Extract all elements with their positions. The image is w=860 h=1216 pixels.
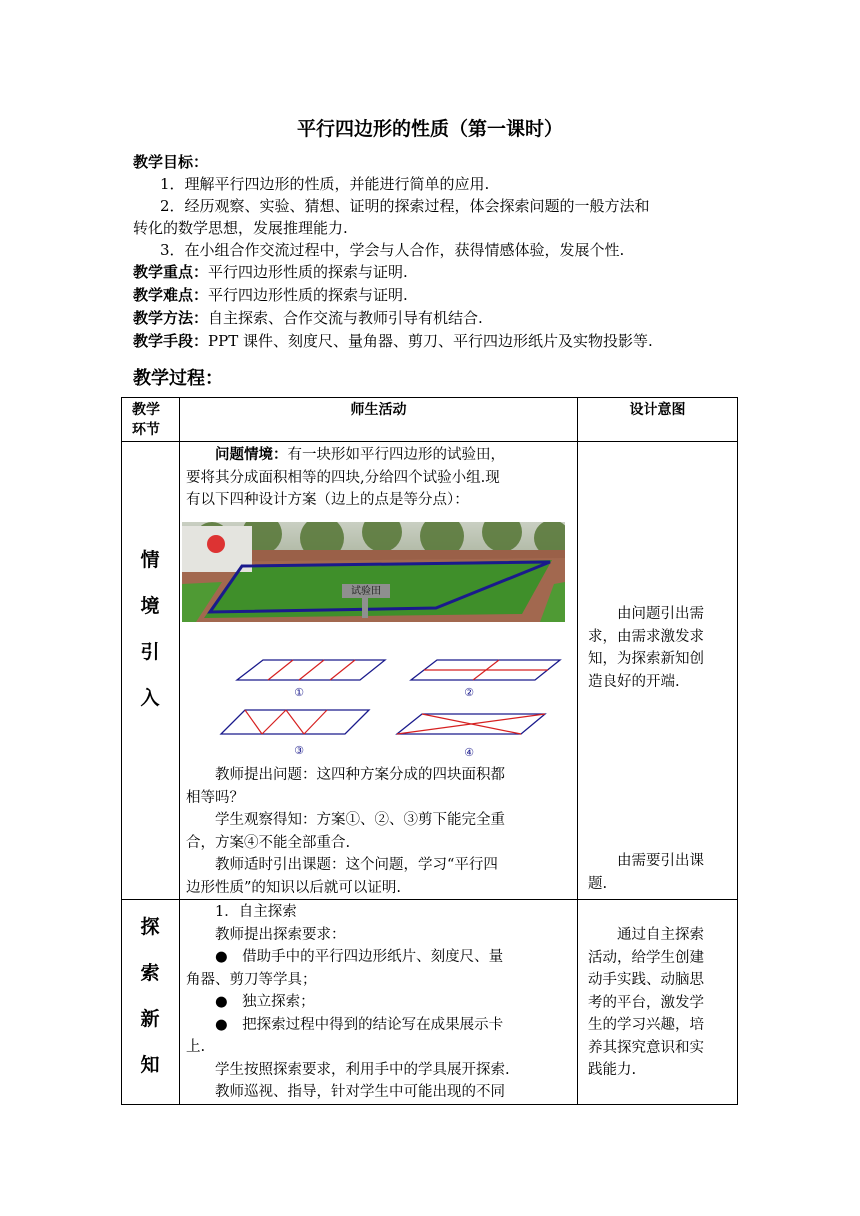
scheme-label: ③ (294, 744, 304, 757)
scheme-1 (237, 660, 385, 699)
table-border (577, 397, 578, 1105)
table-border (179, 397, 180, 1105)
intro-problem: 问题情境：有一块形如平行四边形的试验田， 要将其分成面积相等的四块,分给四个试验小组.现 有以下四种设计方案（边上的点是等分点）： (186, 447, 505, 508)
objective-item: 3．在小组合作交流过程中，学会与人合作，获得情感体验，发展个性. (160, 241, 625, 259)
scheme-2 (411, 660, 560, 699)
scheme-4 (397, 714, 545, 759)
scheme-label: ② (464, 686, 474, 699)
objective-item: 2．经历观察、实验、猜想、证明的探索过程，体会探索问题的一般方法和 (160, 197, 650, 215)
difficulty: 教学难点：平行四边形性质的探索与证明. (133, 286, 408, 304)
header-intent: 设计意图 (629, 402, 686, 418)
header-section: 教学 环节 (132, 402, 160, 438)
objectives-label: 教学目标： (133, 153, 209, 171)
section-explore: 探 索 新 知 (140, 916, 160, 1076)
intro-intent: 由问题引出需 求，由需求激发求 知，为探索新知创 造良好的开端. (588, 606, 704, 690)
teaching-means: 教学手段：PPT 课件、刻度尺、量角器、剪刀、平行四边形纸片及实物投影等. (133, 332, 653, 350)
table-border (121, 441, 738, 442)
key-point: 教学重点：平行四边形性质的探索与证明. (133, 263, 408, 281)
scheme-diagrams (215, 652, 575, 764)
scheme-label: ① (294, 686, 304, 699)
objective-item: 1．理解平行四边形的性质，并能进行简单的应用. (160, 175, 490, 193)
table-border (121, 1104, 738, 1105)
field-sign: 试验田 (351, 586, 381, 597)
section-intro: 情 境 引 入 (140, 549, 160, 709)
field-photo (182, 522, 565, 622)
teaching-method: 教学方法：自主探索、合作交流与教师引导有机结合. (133, 309, 483, 327)
intro-discussion: 教师提出问题：这四种方案分成的四块面积都 相等吗？ 学生观察得知：方案①、②、③剪下能完全重 合，方案④不能全部重合. 教师适时引出课题：这个问题，学习“平行四 边形性质”的知识以后就可以证明. (186, 767, 505, 896)
explore-intent: 通过自主探索 活动，给学生创建 动手实践、动脑思 考的平台，激发学 生的学习兴趣，培 养其探究意识和实 践能力. (588, 927, 704, 1078)
table-border (121, 397, 738, 398)
header-activity: 师生活动 (350, 402, 407, 418)
objective-item: 转化的数学思想，发展推理能力. (133, 219, 348, 237)
scheme-label: ④ (464, 746, 474, 759)
scheme-3 (221, 710, 369, 757)
intro-intent-2: 由需要引出课 题. (588, 853, 704, 892)
page-title: 平行四边形的性质（第一课时） (296, 118, 563, 140)
table-border (737, 397, 738, 1105)
process-heading: 教学过程： (133, 368, 223, 389)
table-border (121, 899, 738, 900)
explore-activity: 1．自主探索 教师提出探索要求： ● 借助手中的平行四边形纸片、刻度尺、量 角器、剪刀等学具； ● 独立探索； ● 把探索过程中得到的结论写在成果展示卡 上. 学生按照探索要求，利用手中的学具展开探索. 教师巡视、指导，针对学生中可能出现的不同 (186, 904, 510, 1100)
